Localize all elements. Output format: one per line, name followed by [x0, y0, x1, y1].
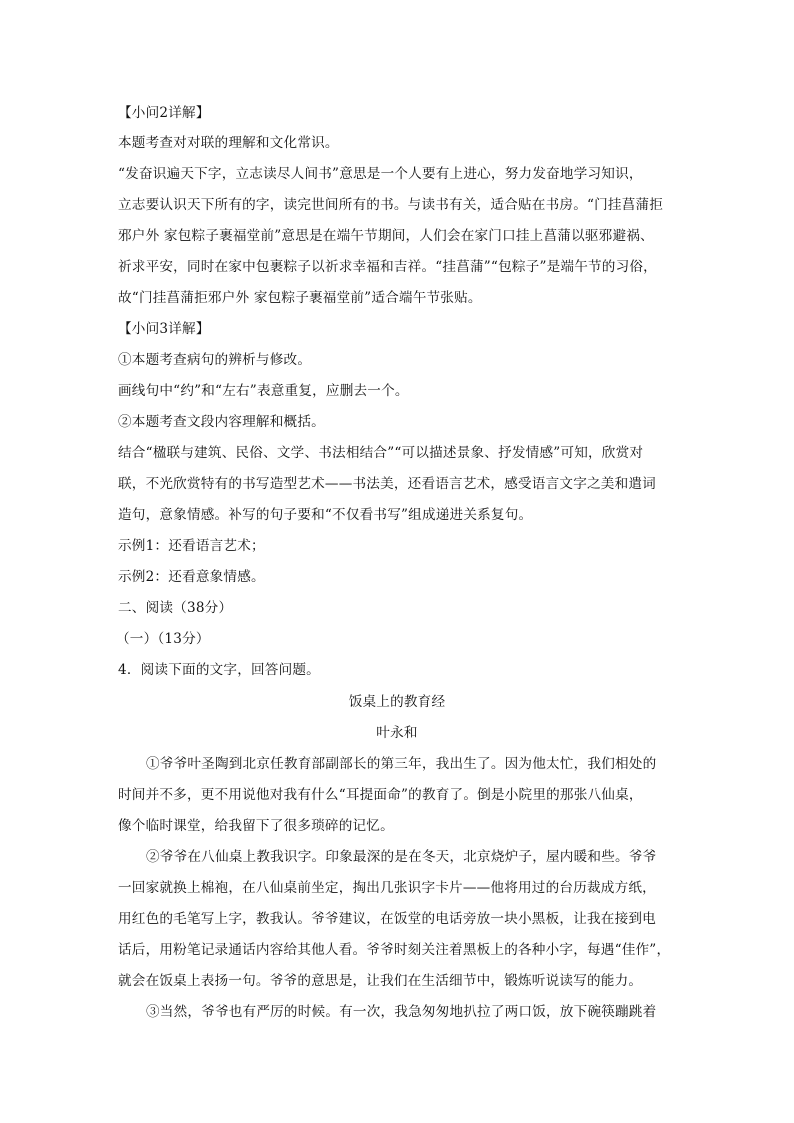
article-title: 饭桌上的教育经: [348, 694, 446, 710]
reading-sub-heading: （一）（13分）: [116, 631, 210, 647]
article-line-9: ③当然，爷爷也有严厉的时候。有一次，我急匆匆地扒拉了两口饭，放下碗筷蹦跳着: [146, 1004, 657, 1020]
article-line-8: 就会在饭桌上表扬一句。爷爷的意思是，让我们在生活细节中，锻炼听说读写的能力。: [118, 973, 643, 989]
q3-line-2: 画线句中“约”和“左右”表意重复，应删去一个。: [118, 383, 409, 399]
q3-line-1: ①本题考查病句的辨析与修改。: [118, 352, 312, 368]
q2-line-2: “发奋识遍天下字，立志读尽人间书”意思是一个人要有上进心，努力发奋地学习知识，: [118, 166, 643, 182]
q3-line-7: 示例1：还看语言艺术；: [118, 538, 265, 554]
article-line-2: 时间并不多，更不用说他对我有什么“耳提面命”的教育了。倒是小院里的那张八仙桌，: [118, 787, 643, 803]
q3-line-8: 示例2：还看意象情感。: [118, 569, 265, 585]
q2-line-5: 祈求平安，同时在家中包裹粽子以祈求幸福和吉祥。“挂菖蒲”“包粽子”是端午节的习俗，: [118, 259, 657, 275]
article-line-5: 一回家就换上棉袍，在八仙桌前坐定，掏出几张识字卡片——他将用过的台历裁成方纸，: [118, 880, 656, 896]
q2-heading: 【小问2详解】: [118, 105, 210, 121]
q2-line-6: 故“门挂菖蒲拒邪户外 家包粽子裹福堂前”适合端午节张贴。: [118, 290, 482, 306]
q3-line-3: ②本题考查文段内容理解和概括。: [118, 414, 325, 430]
article-author: 叶永和: [376, 725, 418, 741]
article-line-6: 用红色的毛笔写上字，教我认。爷爷建议，在饭堂的电话旁放一块小黑板，让我在接到电: [118, 911, 656, 927]
q3-line-6: 造句，意象情感。补写的句子要和“不仅看书写”组成递进关系复句。: [118, 507, 533, 523]
q2-line-1: 本题考查对对联的理解和文化常识。: [118, 135, 339, 151]
reading-heading: 二、阅读（38分）: [118, 600, 233, 616]
q3-line-5: 联，不光欣赏特有的书写造型艺术——书法美，还看语言艺术，感受语言文字之美和遣词: [118, 476, 656, 492]
article-line-3: 像个临时课堂，给我留下了很多琐碎的记忆。: [118, 818, 394, 834]
article-line-7: 话后，用粉笔记录通话内容给其他人看。爷爷时刻关注着黑板上的各种小字，每遇“佳作”，: [118, 942, 671, 958]
article-line-1: ①爷爷叶圣陶到北京任教育部副部长的第三年，我出生了。因为他太忙，我们相处的: [146, 756, 657, 772]
q2-line-4: 邪户外 家包粽子裹福堂前”意思是在端午节期间，人们会在家门口挂上菖蒲以驱邪避祸、: [118, 228, 654, 244]
q3-line-4: 结合“楹联与建筑、民俗、文学、书法相结合”“可以描述景象、抒发情感”可知，欣赏对: [118, 445, 644, 461]
q2-line-3: 立志要认识天下所有的字，读完世间所有的书。与读书有关，适合贴在书房。“门挂菖蒲拒: [118, 197, 664, 213]
reading-question: 4．阅读下面的文字，回答问题。: [118, 662, 320, 678]
q3-heading: 【小问3详解】: [118, 321, 210, 337]
article-line-4: ②爷爷在八仙桌上教我识字。印象最深的是在冬天，北京烧炉子，屋内暖和些。爷爷: [146, 849, 657, 865]
